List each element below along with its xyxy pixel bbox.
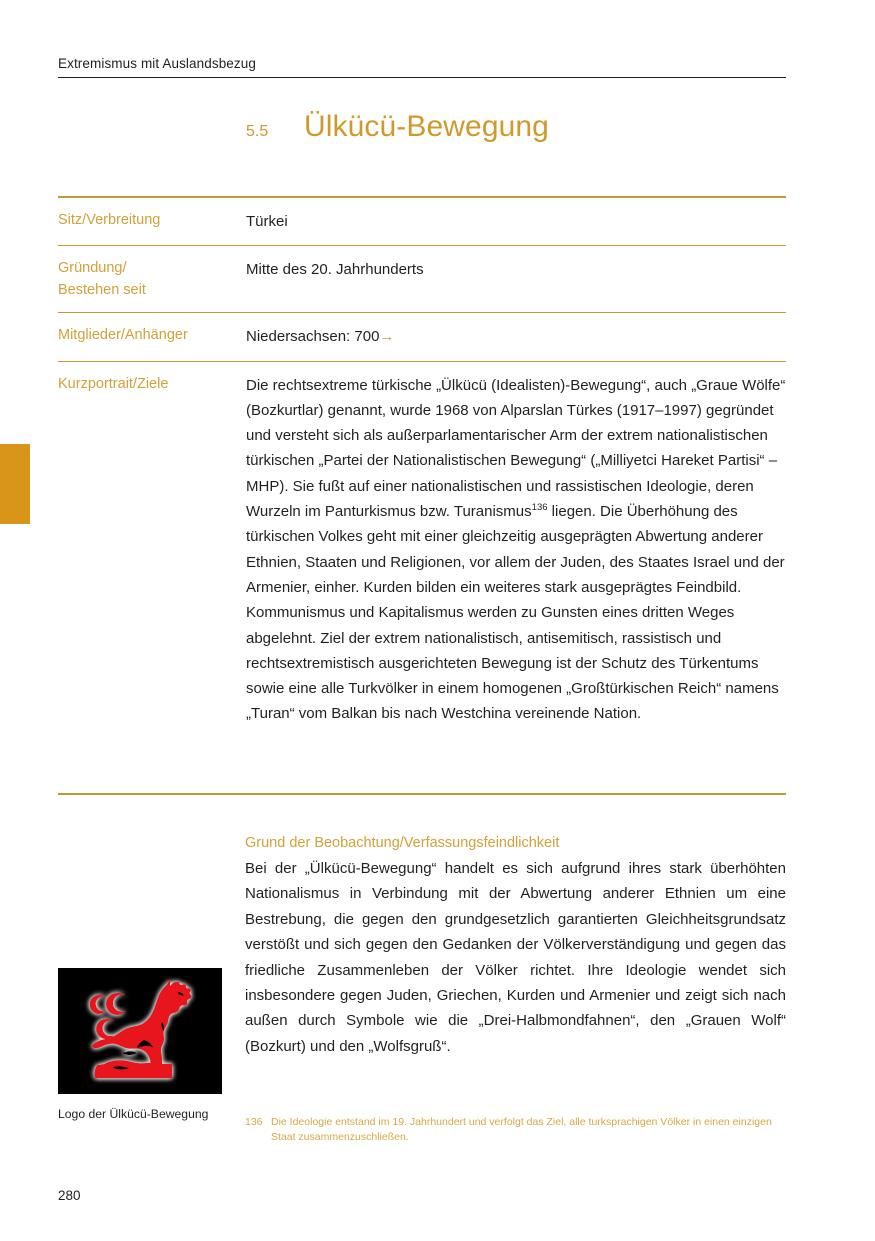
figure-logo (58, 968, 222, 1123)
row-label-gruendung-line1: Gründung/ (58, 260, 127, 277)
chapter-margin-tab (0, 444, 30, 524)
row-value-kurzportrait (246, 373, 786, 727)
row-label-kurzportrait: Kurzportrait/Ziele (58, 375, 169, 392)
info-table (58, 196, 786, 738)
footnote-number: 136 (245, 1116, 263, 1128)
page-title (58, 110, 786, 144)
table-row (58, 313, 786, 361)
table-row (58, 362, 786, 738)
info-table-bottom-rule (58, 793, 786, 795)
row-label-gruendung (58, 257, 246, 301)
logo-image (58, 968, 222, 1094)
howling-wolf-icon (58, 968, 222, 1094)
chapter-title-text: Ülkücü-Bewegung (304, 110, 549, 143)
table-row (58, 246, 786, 313)
table-row (58, 198, 786, 246)
row-value-gruendung: Mitte des 20. Jahrhunderts (246, 261, 424, 279)
arrow-right-icon: → (379, 328, 395, 346)
row-value-mitglieder-text: Niedersachsen: 700 (246, 328, 380, 346)
kurzportrait-part1: Die rechtsextreme türkische „Ülkücü (Idealisten)-Bewegung“, auch „Graue Wölfe“ (Bozkurtlar) genannt, wurde 1968 von Alparslan Türkes (1917–1997) gegründet und versteht sich als außerparlamentarischer Arm der extrem nationalistischen türkischen „Partei der Nationalistischen Bewegung“ („Milliyetci Hareket Partisi“ – MHP). Sie fußt auf einer nationalistischen und rassistischen Ideologie, deren Wurzeln im Panturkismus bzw. Turanismus (246, 376, 786, 521)
row-label-mitglieder: Mitglieder/Anhänger (58, 327, 188, 344)
row-label-sitz: Sitz/Verbreitung (58, 212, 161, 228)
row-value-sitz: Türkei (246, 213, 288, 230)
figure-caption: Logo der Ülkücü-Bewegung (58, 1107, 209, 1121)
running-header (58, 55, 786, 78)
footnote-text: Die Ideologie entstand im 19. Jahrhundert und verfolgt das Ziel, alle turksprachigen Völker in einen einzigen Staat zusammenzuschließen. (271, 1116, 772, 1143)
reason-heading: Grund der Beobachtung/Verfassungsfeindlichkeit (245, 835, 560, 851)
reason-section (245, 832, 786, 1059)
footnote (245, 1115, 786, 1144)
chapter-number: 5.5 (246, 123, 269, 140)
page-number: 280 (58, 1188, 81, 1203)
running-header-rule (58, 77, 786, 78)
row-label-gruendung-line2: Bestehen seit (58, 282, 146, 299)
row-value-mitglieder (246, 324, 786, 349)
reason-body: Bei der „Ülkücü-Bewegung“ handelt es sich aufgrund ihres stark überhöhten Nationalismus in Verbindung mit der Abwertung anderer Ethnien um eine Bestrebung, die gegen den grundgesetzlich garantierten Gleichheitsgrundsatz verstößt und sich gegen den Gedanken der Völkerverständigung und gegen das friedliche Zusammenleben der Völker richtet. Ihre Ideologie wendet sich insbesondere gegen Juden, Griechen, Kurden und Armenier und zeigt sich nach außen durch Symbole wie die „Drei-Halbmondfahnen“, den „Grauen Wolf“ (Bozkurt) und den „Wolfsgruß“. (245, 860, 786, 1055)
footnote-marker-136: 136 (531, 502, 548, 514)
running-header-text: Extremismus mit Auslandsbezug (58, 56, 256, 71)
kurzportrait-part2: liegen. Die Überhöhung des türkischen Volkes geht mit einer gleichzeitig ausgeprägten Abwertung anderer Ethnien, Staaten und Religionen, vor allem der Juden, des Staates Israel und der Armenier, einher. Kurden bilden ein weiteres stark ausgeprägtes Feindbild. Kommunismus und Kapitalismus werden zu Gunsten eines dritten Weges abgelehnt. Ziel der extrem nationalistisch, antisemitisch, rassistisch und rechtsextremistisch ausgerichteten Bewegung ist der Schutz des Türkentums sowie eine alle Turkvölker in einem homogenen „Großtürkischen Reich“ namens „Turan“ vom Balkan bis nach Westchina vereinende Nation. (246, 503, 785, 723)
